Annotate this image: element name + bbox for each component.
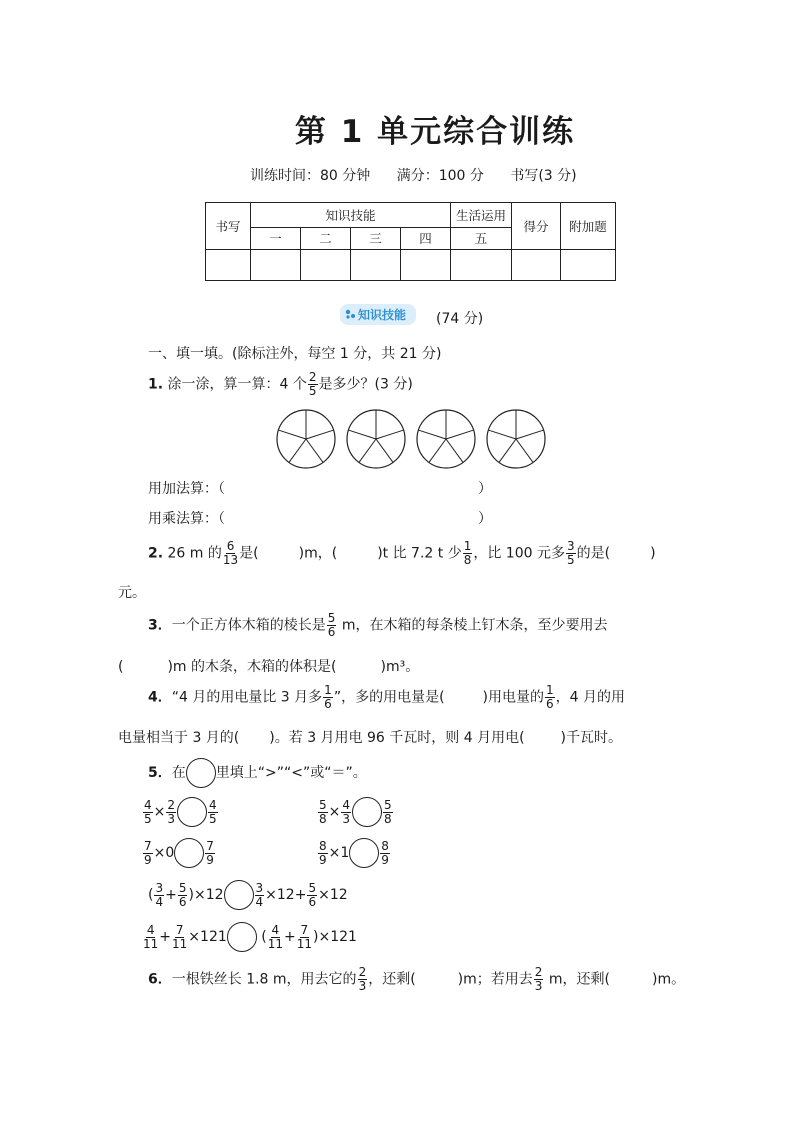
fraction: $\frac{1}{6}$ bbox=[324, 683, 332, 711]
q1-addition: 用加法算：（ ） bbox=[148, 481, 492, 497]
fraction: $\frac{3}{5}$ bbox=[566, 539, 575, 567]
score-cell[interactable] bbox=[451, 250, 512, 281]
score-col-2: 二 bbox=[301, 227, 351, 249]
compare-row-1a: $\frac{4}{5}$ × $\frac{2}{3}$ $\frac{4}{5}$ bbox=[144, 797, 217, 826]
score-cell[interactable] bbox=[561, 250, 616, 281]
pie-divider bbox=[348, 430, 376, 439]
score-col-5: 五 bbox=[451, 227, 512, 249]
pie-divider bbox=[488, 430, 516, 439]
pie-divider bbox=[446, 430, 474, 439]
question-3: 3．一个正方体木箱的棱长是 $\frac{5}{6}$ m，在木箱的每条棱上钉木条，至少要用去 bbox=[148, 611, 608, 639]
score-cell[interactable] bbox=[401, 250, 451, 281]
pie-circles[interactable] bbox=[275, 407, 555, 471]
score-cell[interactable] bbox=[251, 250, 301, 281]
writing-score: 书写(3 分) bbox=[510, 168, 577, 184]
question-1: 1. 涂一涂，算一算：4 个 $\frac{2}{5}$ 是多少？(3 分) bbox=[148, 370, 413, 398]
score-col-3: 三 bbox=[351, 227, 401, 249]
dots-icon bbox=[345, 309, 355, 319]
compare-row-4: $\frac{4}{11}$ + $\frac{7}{11}$ ×121 ( $\frac{4}{11}$ + $\frac{7}{11}$ )×121 bbox=[143, 922, 357, 951]
question-2: 2. 26 m 的 $\frac{6}{13}$ 是( )m，( )t 比 7.2 t 少 $\frac{1}{8}$ ，比 100 元多 $\frac{3}{5}$ 的是( ) bbox=[148, 539, 656, 567]
compare-row-2b: $\frac{8}{9}$ ×1 $\frac{8}{9}$ bbox=[319, 838, 389, 867]
fraction: $\frac{1}{8}$ bbox=[463, 539, 472, 567]
exam-meta bbox=[250, 165, 599, 185]
score-header-score: 得分 bbox=[512, 203, 561, 250]
score-cell[interactable] bbox=[301, 250, 351, 281]
score-header-bonus: 附加题 bbox=[561, 203, 616, 250]
section-badge: 知识技能 bbox=[340, 304, 416, 325]
pie-divider bbox=[429, 439, 446, 462]
pie-divider bbox=[418, 430, 446, 439]
question-3-line2: ( )m 的木条，木箱的体积是( )m³。 bbox=[118, 659, 420, 675]
score-header-life: 生活运用 bbox=[451, 203, 512, 228]
score-cell[interactable] bbox=[206, 250, 251, 281]
compare-row-3: ( $\frac{3}{4}$ + $\frac{5}{6}$ )×12 $\frac{3}{4}$ ×12+ $\frac{5}{6}$ ×12 bbox=[148, 880, 348, 909]
question-6: 6．一根铁丝长 1.8 m，用去它的 $\frac{2}{3}$ ，还剩( )m；若用去 $\frac{2}{3}$ m，还剩( )m。 bbox=[148, 965, 686, 993]
full-score: 满分：100 分 bbox=[396, 168, 484, 184]
pie-divider bbox=[306, 430, 334, 439]
score-header-knowledge: 知识技能 bbox=[251, 203, 451, 228]
question-4-line2: 电量相当于 3 月的( )。若 3 月用电 96 千瓦时，则 4 月用电( )千瓦时。 bbox=[118, 730, 623, 746]
compare-row-2a: $\frac{7}{9}$ ×0 $\frac{7}{9}$ bbox=[144, 838, 214, 867]
pie-divider bbox=[516, 430, 544, 439]
fraction: $\frac{6}{13}$ bbox=[222, 539, 239, 567]
q2-unit: 元。 bbox=[118, 585, 146, 601]
compare-circle[interactable] bbox=[352, 797, 382, 827]
pie-divider bbox=[359, 439, 376, 462]
pie-divider bbox=[306, 439, 323, 462]
pie-divider bbox=[376, 439, 393, 462]
pie-divider bbox=[376, 430, 404, 439]
fraction: $\frac{2}{5}$ bbox=[308, 370, 317, 398]
score-cell[interactable] bbox=[351, 250, 401, 281]
score-table bbox=[205, 202, 616, 281]
compare-circle[interactable] bbox=[174, 838, 204, 868]
score-col-1: 一 bbox=[251, 227, 301, 249]
pie-divider bbox=[289, 439, 306, 462]
pie-divider bbox=[278, 430, 306, 439]
score-header-writing: 书写 bbox=[206, 203, 251, 250]
time-limit: 训练时间：80 分钟 bbox=[250, 168, 371, 184]
pie-divider bbox=[516, 439, 533, 462]
compare-circle[interactable] bbox=[349, 838, 379, 868]
fraction: $\frac{2}{3}$ bbox=[358, 965, 367, 993]
fraction: $\frac{2}{3}$ bbox=[534, 965, 543, 993]
pie-divider bbox=[499, 439, 516, 462]
compare-circle bbox=[186, 758, 216, 788]
score-col-4: 四 bbox=[401, 227, 451, 249]
compare-circle[interactable] bbox=[177, 797, 207, 827]
q1-multiplication: 用乘法算：（ ） bbox=[148, 511, 492, 527]
question-5: 5．在 里填上“>”“<”或“＝”。 bbox=[148, 758, 367, 788]
fraction: $\frac{5}{6}$ bbox=[327, 611, 336, 639]
section-points: (74 分) bbox=[436, 311, 484, 327]
pie-divider bbox=[446, 439, 463, 462]
compare-circle[interactable] bbox=[227, 922, 257, 952]
question-4: 4．“4 月的用电量比 3 月多 $\frac{1}{6}$ ”，多的用电量是( )用电量的 $\frac{1}{6}$ ，4 月的用 bbox=[148, 683, 625, 711]
page-title: 第 1 单元综合训练 bbox=[294, 114, 576, 150]
compare-row-1b: $\frac{5}{8}$ × $\frac{4}{3}$ $\frac{5}{8}$ bbox=[319, 797, 392, 826]
compare-circle[interactable] bbox=[224, 880, 254, 910]
fraction: $\frac{1}{6}$ bbox=[546, 683, 554, 711]
part1-heading: 一、填一填。(除标注外，每空 1 分，共 21 分) bbox=[148, 346, 442, 362]
score-cell[interactable] bbox=[512, 250, 561, 281]
